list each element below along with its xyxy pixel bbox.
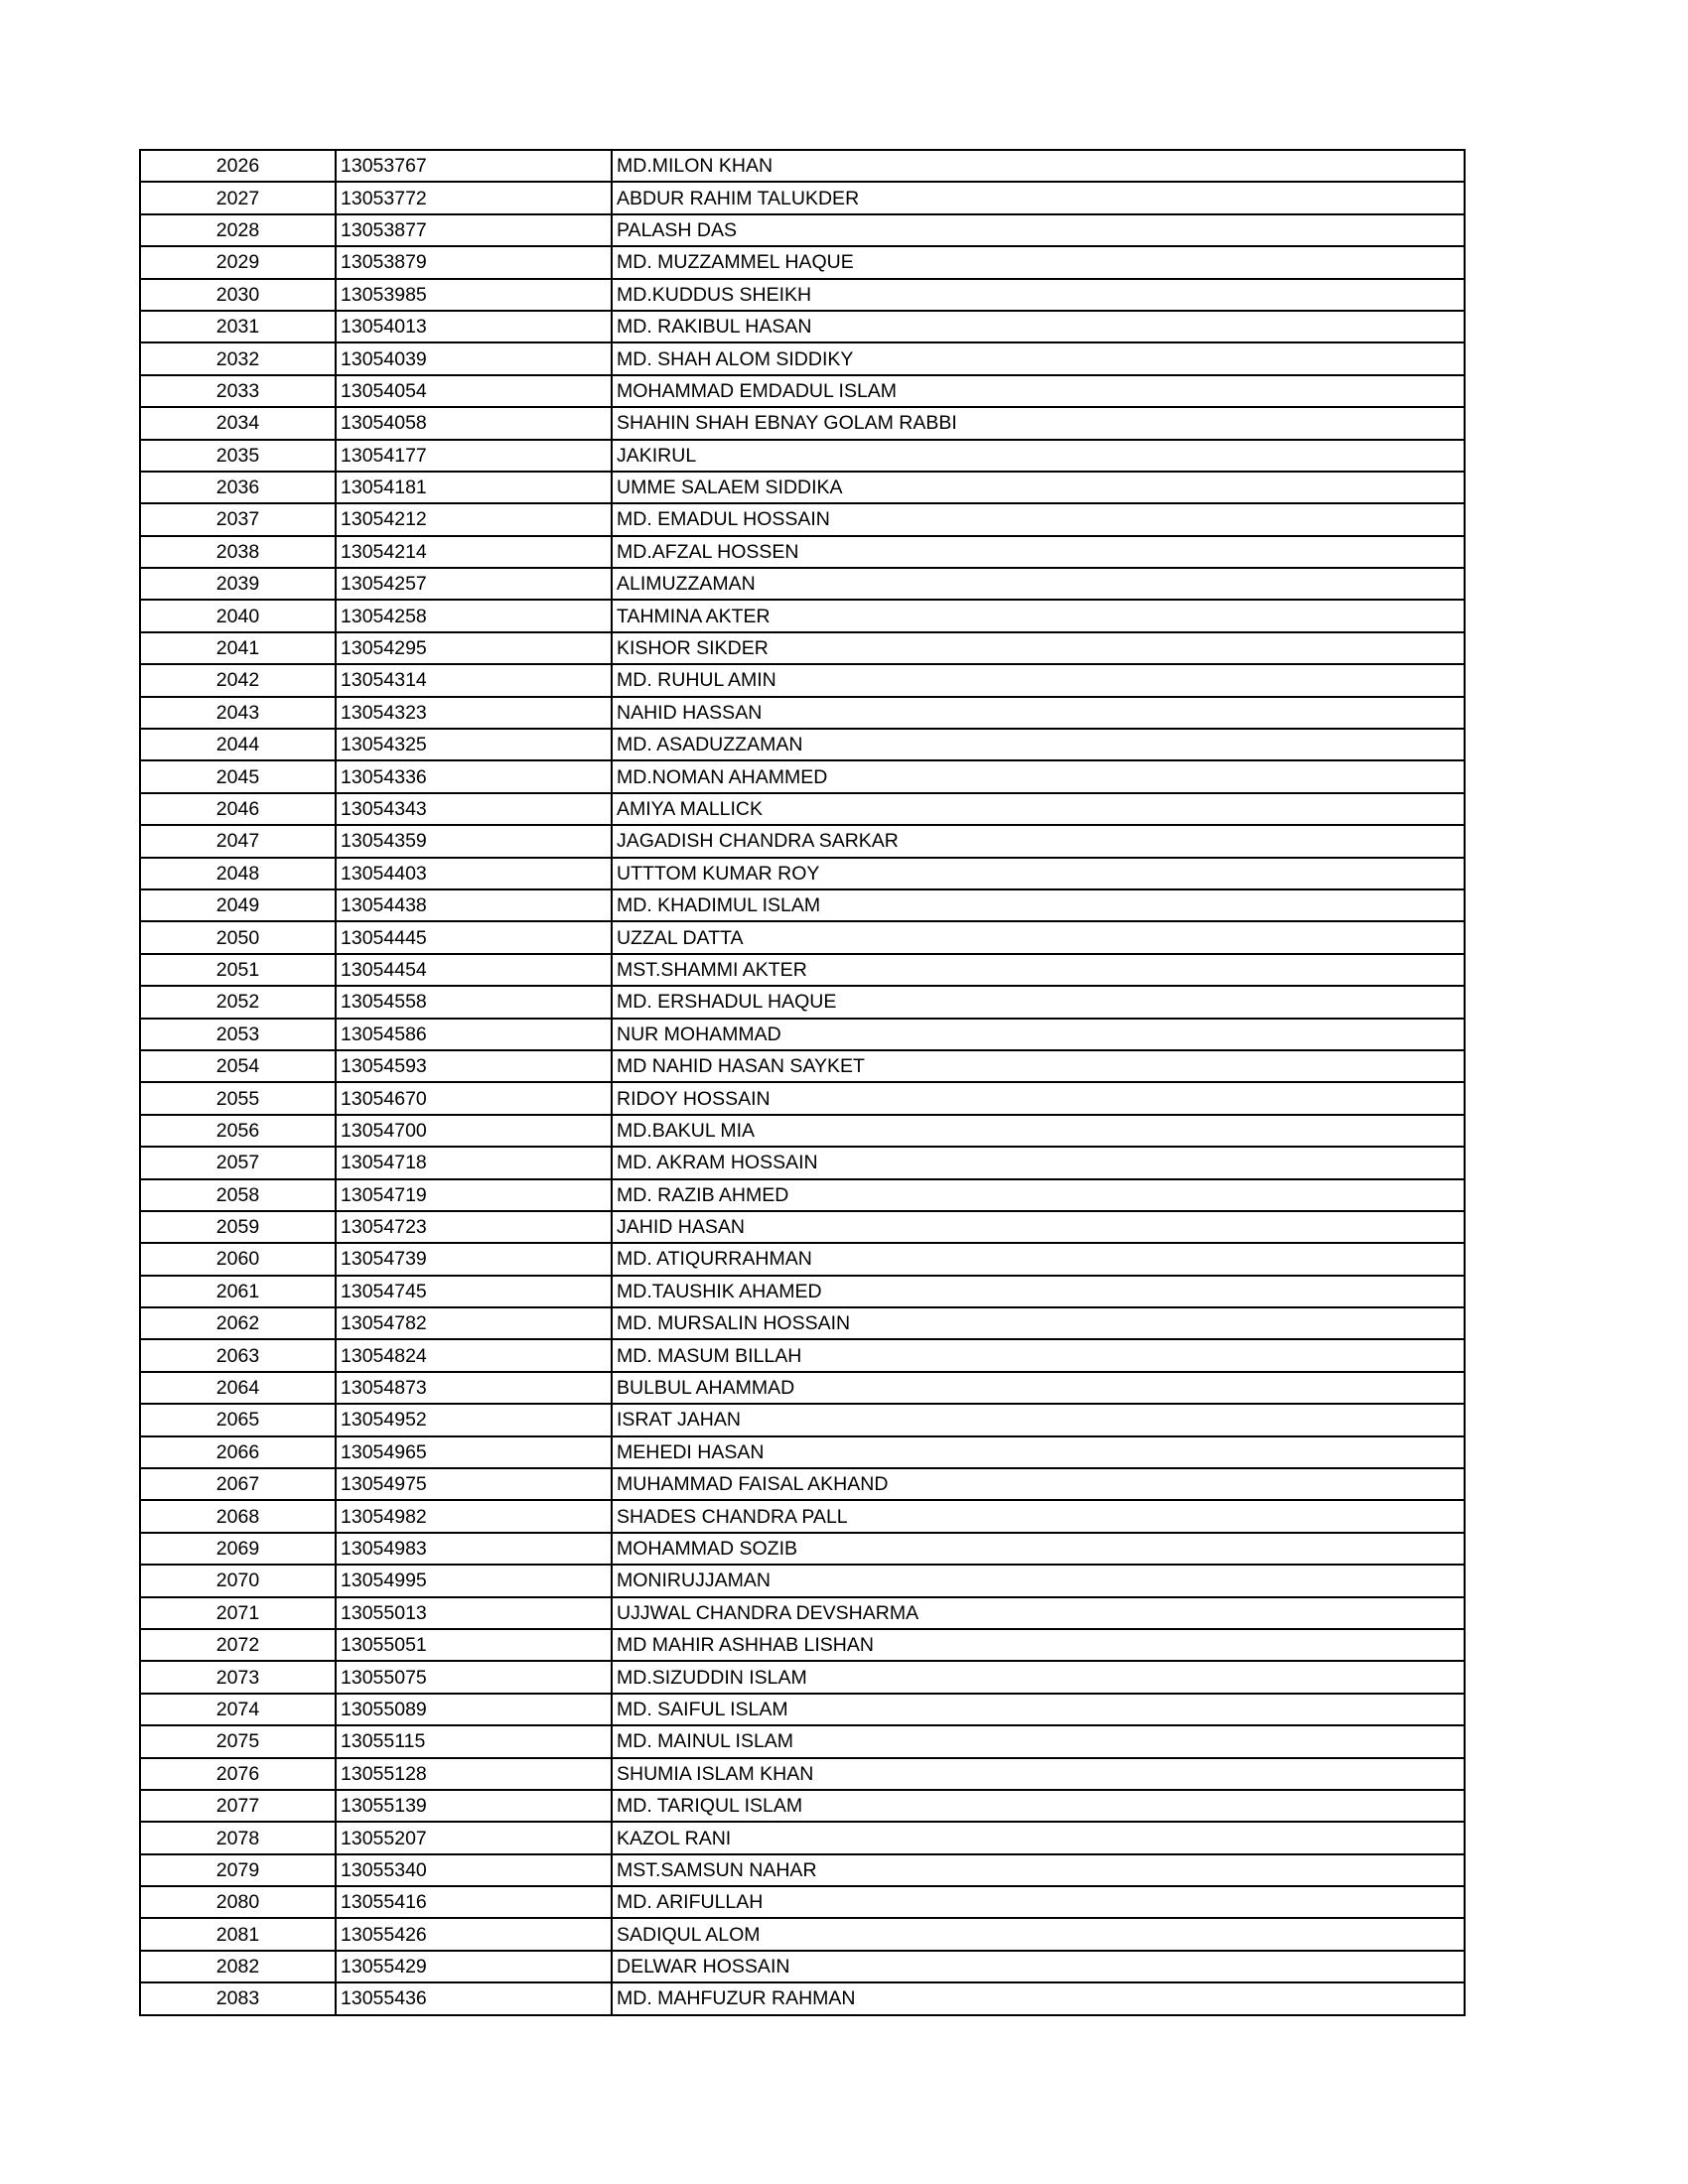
table-row: [140, 568, 1465, 600]
roll-number-cell: 13054343: [336, 793, 612, 825]
roll-number-cell: 13054723: [336, 1211, 612, 1243]
table-row: [140, 536, 1465, 568]
roll-number-cell: 13054700: [336, 1115, 612, 1147]
table-row: [140, 1822, 1465, 1853]
candidate-name-cell: MD.AFZAL HOSSEN: [612, 536, 1465, 568]
serial-number-cell: 2034: [140, 407, 336, 439]
roll-number-cell: 13055426: [336, 1918, 612, 1950]
table-row: [140, 375, 1465, 407]
serial-number-cell: 2036: [140, 472, 336, 503]
roll-number-cell: 13054177: [336, 440, 612, 472]
table-row: [140, 632, 1465, 664]
candidate-name-cell: MD. AKRAM HOSSAIN: [612, 1147, 1465, 1178]
roll-number-cell: 13054403: [336, 858, 612, 889]
candidate-name-cell: MD. MAHFUZUR RAHMAN: [612, 1982, 1465, 2014]
candidate-name-cell: MST.SAMSUN NAHAR: [612, 1854, 1465, 1886]
roll-number-cell: 13053879: [336, 246, 612, 278]
table-row: [140, 1211, 1465, 1243]
candidate-name-cell: NUR MOHAMMAD: [612, 1019, 1465, 1050]
roll-number-cell: 13054558: [336, 986, 612, 1018]
roll-number-cell: 13054983: [336, 1533, 612, 1565]
candidate-name-cell: UTTTOM KUMAR ROY: [612, 858, 1465, 889]
serial-number-cell: 2078: [140, 1822, 336, 1853]
table-row: [140, 1918, 1465, 1950]
roll-number-cell: 13054039: [336, 342, 612, 374]
candidate-name-cell: MD. RUHUL AMIN: [612, 664, 1465, 696]
table-row: [140, 1019, 1465, 1050]
candidate-name-cell: MD.MILON KHAN: [612, 150, 1465, 182]
serial-number-cell: 2051: [140, 954, 336, 986]
roll-number-cell: 13053985: [336, 279, 612, 311]
table-row: [140, 858, 1465, 889]
roll-number-cell: 13055051: [336, 1629, 612, 1661]
table-row: [140, 1951, 1465, 1982]
candidate-name-cell: MOHAMMAD EMDADUL ISLAM: [612, 375, 1465, 407]
candidate-name-cell: MUHAMMAD FAISAL AKHAND: [612, 1468, 1465, 1500]
candidate-name-cell: UJJWAL CHANDRA DEVSHARMA: [612, 1597, 1465, 1629]
serial-number-cell: 2061: [140, 1276, 336, 1307]
candidate-name-cell: MD. EMADUL HOSSAIN: [612, 503, 1465, 535]
roll-number-cell: 13054212: [336, 503, 612, 535]
candidate-name-cell: SADIQUL ALOM: [612, 1918, 1465, 1950]
serial-number-cell: 2044: [140, 729, 336, 760]
candidate-name-cell: UZZAL DATTA: [612, 921, 1465, 953]
table-row: [140, 1436, 1465, 1468]
serial-number-cell: 2055: [140, 1082, 336, 1114]
roll-number-cell: 13055416: [336, 1886, 612, 1918]
table-row: [140, 1243, 1465, 1275]
serial-number-cell: 2073: [140, 1661, 336, 1693]
roll-number-cell: 13054593: [336, 1050, 612, 1082]
serial-number-cell: 2032: [140, 342, 336, 374]
candidate-name-cell: MD. MASUM BILLAH: [612, 1339, 1465, 1371]
candidate-name-cell: MD. MAINUL ISLAM: [612, 1725, 1465, 1757]
table-row: [140, 600, 1465, 631]
roll-number-cell: 13054745: [336, 1276, 612, 1307]
candidate-name-cell: MD. ARIFULLAH: [612, 1886, 1465, 1918]
roll-number-cell: 13054257: [336, 568, 612, 600]
candidate-name-cell: SHAHIN SHAH EBNAY GOLAM RABBI: [612, 407, 1465, 439]
serial-number-cell: 2083: [140, 1982, 336, 2014]
roll-number-cell: 13054719: [336, 1179, 612, 1211]
candidate-name-cell: MD.KUDDUS SHEIKH: [612, 279, 1465, 311]
serial-number-cell: 2042: [140, 664, 336, 696]
serial-number-cell: 2037: [140, 503, 336, 535]
serial-number-cell: 2038: [140, 536, 336, 568]
table-row: [140, 1790, 1465, 1822]
roll-number-cell: 13054336: [336, 760, 612, 792]
table-row: [140, 697, 1465, 729]
serial-number-cell: 2035: [140, 440, 336, 472]
candidate-name-cell: MD. TARIQUL ISLAM: [612, 1790, 1465, 1822]
serial-number-cell: 2052: [140, 986, 336, 1018]
table-row: [140, 954, 1465, 986]
serial-number-cell: 2053: [140, 1019, 336, 1050]
candidate-name-cell: MD. SAIFUL ISLAM: [612, 1694, 1465, 1725]
serial-number-cell: 2050: [140, 921, 336, 953]
candidate-name-cell: MD. RAZIB AHMED: [612, 1179, 1465, 1211]
roll-number-cell: 13054952: [336, 1404, 612, 1435]
serial-number-cell: 2030: [140, 279, 336, 311]
table-row: [140, 1694, 1465, 1725]
table-row: [140, 1725, 1465, 1757]
table-row: [140, 1597, 1465, 1629]
serial-number-cell: 2075: [140, 1725, 336, 1757]
candidate-name-cell: SHADES CHANDRA PALL: [612, 1500, 1465, 1532]
table-row: [140, 214, 1465, 246]
table-row: [140, 1886, 1465, 1918]
serial-number-cell: 2027: [140, 182, 336, 213]
table-row: [140, 921, 1465, 953]
roll-number-cell: 13055436: [336, 1982, 612, 2014]
candidate-name-cell: ALIMUZZAMAN: [612, 568, 1465, 600]
table-row: [140, 182, 1465, 213]
serial-number-cell: 2064: [140, 1372, 336, 1404]
table-row: [140, 1115, 1465, 1147]
roll-number-cell: 13054295: [336, 632, 612, 664]
roll-number-cell: 13054739: [336, 1243, 612, 1275]
serial-number-cell: 2056: [140, 1115, 336, 1147]
candidate-name-cell: NAHID HASSAN: [612, 697, 1465, 729]
roll-number-cell: 13054995: [336, 1565, 612, 1596]
candidate-name-cell: MD.TAUSHIK AHAMED: [612, 1276, 1465, 1307]
roll-number-cell: 13054445: [336, 921, 612, 953]
roll-number-cell: 13055128: [336, 1758, 612, 1790]
roll-number-cell: 13054314: [336, 664, 612, 696]
candidate-name-cell: MD. MUZZAMMEL HAQUE: [612, 246, 1465, 278]
table-row: [140, 440, 1465, 472]
table-row: [140, 825, 1465, 857]
roll-number-cell: 13054454: [336, 954, 612, 986]
roll-number-cell: 13054214: [336, 536, 612, 568]
table-row: [140, 246, 1465, 278]
candidate-name-cell: BULBUL AHAMMAD: [612, 1372, 1465, 1404]
table-row: [140, 793, 1465, 825]
serial-number-cell: 2077: [140, 1790, 336, 1822]
serial-number-cell: 2043: [140, 697, 336, 729]
serial-number-cell: 2041: [140, 632, 336, 664]
table-row: [140, 1468, 1465, 1500]
roll-number-cell: 13055013: [336, 1597, 612, 1629]
table-row: [140, 150, 1465, 182]
candidate-table: [139, 149, 1466, 2016]
serial-number-cell: 2033: [140, 375, 336, 407]
serial-number-cell: 2062: [140, 1307, 336, 1339]
candidate-name-cell: KISHOR SIKDER: [612, 632, 1465, 664]
roll-number-cell: 13054982: [336, 1500, 612, 1532]
serial-number-cell: 2046: [140, 793, 336, 825]
roll-number-cell: 13054670: [336, 1082, 612, 1114]
roll-number-cell: 13054975: [336, 1468, 612, 1500]
candidate-name-cell: KAZOL RANI: [612, 1822, 1465, 1853]
candidate-table-body: [140, 150, 1465, 2015]
serial-number-cell: 2079: [140, 1854, 336, 1886]
candidate-name-cell: MD NAHID HASAN SAYKET: [612, 1050, 1465, 1082]
candidate-name-cell: MD. ERSHADUL HAQUE: [612, 986, 1465, 1018]
candidate-name-cell: MEHEDI HASAN: [612, 1436, 1465, 1468]
serial-number-cell: 2031: [140, 311, 336, 342]
candidate-name-cell: MD MAHIR ASHHAB LISHAN: [612, 1629, 1465, 1661]
serial-number-cell: 2063: [140, 1339, 336, 1371]
table-row: [140, 1050, 1465, 1082]
roll-number-cell: 13054438: [336, 889, 612, 921]
serial-number-cell: 2059: [140, 1211, 336, 1243]
roll-number-cell: 13054586: [336, 1019, 612, 1050]
candidate-name-cell: SHUMIA ISLAM KHAN: [612, 1758, 1465, 1790]
serial-number-cell: 2029: [140, 246, 336, 278]
roll-number-cell: 13054323: [336, 697, 612, 729]
candidate-name-cell: PALASH DAS: [612, 214, 1465, 246]
roll-number-cell: 13055075: [336, 1661, 612, 1693]
roll-number-cell: 13055115: [336, 1725, 612, 1757]
serial-number-cell: 2058: [140, 1179, 336, 1211]
table-row: [140, 1404, 1465, 1435]
table-row: [140, 1147, 1465, 1178]
serial-number-cell: 2080: [140, 1886, 336, 1918]
table-row: [140, 1339, 1465, 1371]
table-row: [140, 1500, 1465, 1532]
table-row: [140, 1565, 1465, 1596]
table-row: [140, 311, 1465, 342]
serial-number-cell: 2069: [140, 1533, 336, 1565]
candidate-name-cell: MD.NOMAN AHAMMED: [612, 760, 1465, 792]
roll-number-cell: 13054965: [336, 1436, 612, 1468]
table-row: [140, 889, 1465, 921]
candidate-name-cell: MD. KHADIMUL ISLAM: [612, 889, 1465, 921]
candidate-name-cell: MD.BAKUL MIA: [612, 1115, 1465, 1147]
serial-number-cell: 2054: [140, 1050, 336, 1082]
roll-number-cell: 13054013: [336, 311, 612, 342]
table-row: [140, 407, 1465, 439]
serial-number-cell: 2074: [140, 1694, 336, 1725]
serial-number-cell: 2070: [140, 1565, 336, 1596]
roll-number-cell: 13055207: [336, 1822, 612, 1853]
candidate-name-cell: MD. ATIQURRAHMAN: [612, 1243, 1465, 1275]
candidate-name-cell: MD. MURSALIN HOSSAIN: [612, 1307, 1465, 1339]
roll-number-cell: 13054058: [336, 407, 612, 439]
roll-number-cell: 13053877: [336, 214, 612, 246]
serial-number-cell: 2060: [140, 1243, 336, 1275]
table-row: [140, 1661, 1465, 1693]
serial-number-cell: 2028: [140, 214, 336, 246]
candidate-name-cell: MD. ASADUZZAMAN: [612, 729, 1465, 760]
candidate-name-cell: JAHID HASAN: [612, 1211, 1465, 1243]
serial-number-cell: 2071: [140, 1597, 336, 1629]
table-row: [140, 1307, 1465, 1339]
roll-number-cell: 13054054: [336, 375, 612, 407]
table-row: [140, 1629, 1465, 1661]
serial-number-cell: 2066: [140, 1436, 336, 1468]
roll-number-cell: 13054359: [336, 825, 612, 857]
table-row: [140, 342, 1465, 374]
roll-number-cell: 13054782: [336, 1307, 612, 1339]
roll-number-cell: 13053772: [336, 182, 612, 213]
candidate-name-cell: JAKIRUL: [612, 440, 1465, 472]
table-row: [140, 1758, 1465, 1790]
roll-number-cell: 13055139: [336, 1790, 612, 1822]
table-row: [140, 1854, 1465, 1886]
serial-number-cell: 2057: [140, 1147, 336, 1178]
serial-number-cell: 2047: [140, 825, 336, 857]
candidate-name-cell: DELWAR HOSSAIN: [612, 1951, 1465, 1982]
table-row: [140, 1372, 1465, 1404]
candidate-name-cell: AMIYA MALLICK: [612, 793, 1465, 825]
roll-number-cell: 13054325: [336, 729, 612, 760]
table-row: [140, 1533, 1465, 1565]
table-row: [140, 472, 1465, 503]
candidate-name-cell: RIDOY HOSSAIN: [612, 1082, 1465, 1114]
candidate-name-cell: MD. SHAH ALOM SIDDIKY: [612, 342, 1465, 374]
candidate-name-cell: ISRAT JAHAN: [612, 1404, 1465, 1435]
roll-number-cell: 13054258: [336, 600, 612, 631]
table-row: [140, 760, 1465, 792]
candidate-name-cell: TAHMINA AKTER: [612, 600, 1465, 631]
serial-number-cell: 2026: [140, 150, 336, 182]
roll-number-cell: 13055340: [336, 1854, 612, 1886]
table-row: [140, 1276, 1465, 1307]
table-row: [140, 664, 1465, 696]
candidate-name-cell: MST.SHAMMI AKTER: [612, 954, 1465, 986]
candidate-name-cell: MD. RAKIBUL HASAN: [612, 311, 1465, 342]
candidate-name-cell: JAGADISH CHANDRA SARKAR: [612, 825, 1465, 857]
candidate-name-cell: UMME SALAEM SIDDIKA: [612, 472, 1465, 503]
roll-number-cell: 13055429: [336, 1951, 612, 1982]
candidate-name-cell: ABDUR RAHIM TALUKDER: [612, 182, 1465, 213]
serial-number-cell: 2082: [140, 1951, 336, 1982]
candidate-name-cell: MOHAMMAD SOZIB: [612, 1533, 1465, 1565]
serial-number-cell: 2065: [140, 1404, 336, 1435]
serial-number-cell: 2049: [140, 889, 336, 921]
roll-number-cell: 13053767: [336, 150, 612, 182]
table-row: [140, 1982, 1465, 2014]
serial-number-cell: 2081: [140, 1918, 336, 1950]
serial-number-cell: 2068: [140, 1500, 336, 1532]
serial-number-cell: 2040: [140, 600, 336, 631]
table-row: [140, 503, 1465, 535]
serial-number-cell: 2039: [140, 568, 336, 600]
roll-number-cell: 13055089: [336, 1694, 612, 1725]
roll-number-cell: 13054824: [336, 1339, 612, 1371]
serial-number-cell: 2072: [140, 1629, 336, 1661]
table-row: [140, 1082, 1465, 1114]
serial-number-cell: 2067: [140, 1468, 336, 1500]
table-row: [140, 729, 1465, 760]
candidate-name-cell: MONIRUJJAMAN: [612, 1565, 1465, 1596]
serial-number-cell: 2076: [140, 1758, 336, 1790]
serial-number-cell: 2045: [140, 760, 336, 792]
roll-number-cell: 13054181: [336, 472, 612, 503]
candidate-name-cell: MD.SIZUDDIN ISLAM: [612, 1661, 1465, 1693]
table-row: [140, 279, 1465, 311]
serial-number-cell: 2048: [140, 858, 336, 889]
table-row: [140, 1179, 1465, 1211]
roll-number-cell: 13054873: [336, 1372, 612, 1404]
roll-number-cell: 13054718: [336, 1147, 612, 1178]
table-row: [140, 986, 1465, 1018]
